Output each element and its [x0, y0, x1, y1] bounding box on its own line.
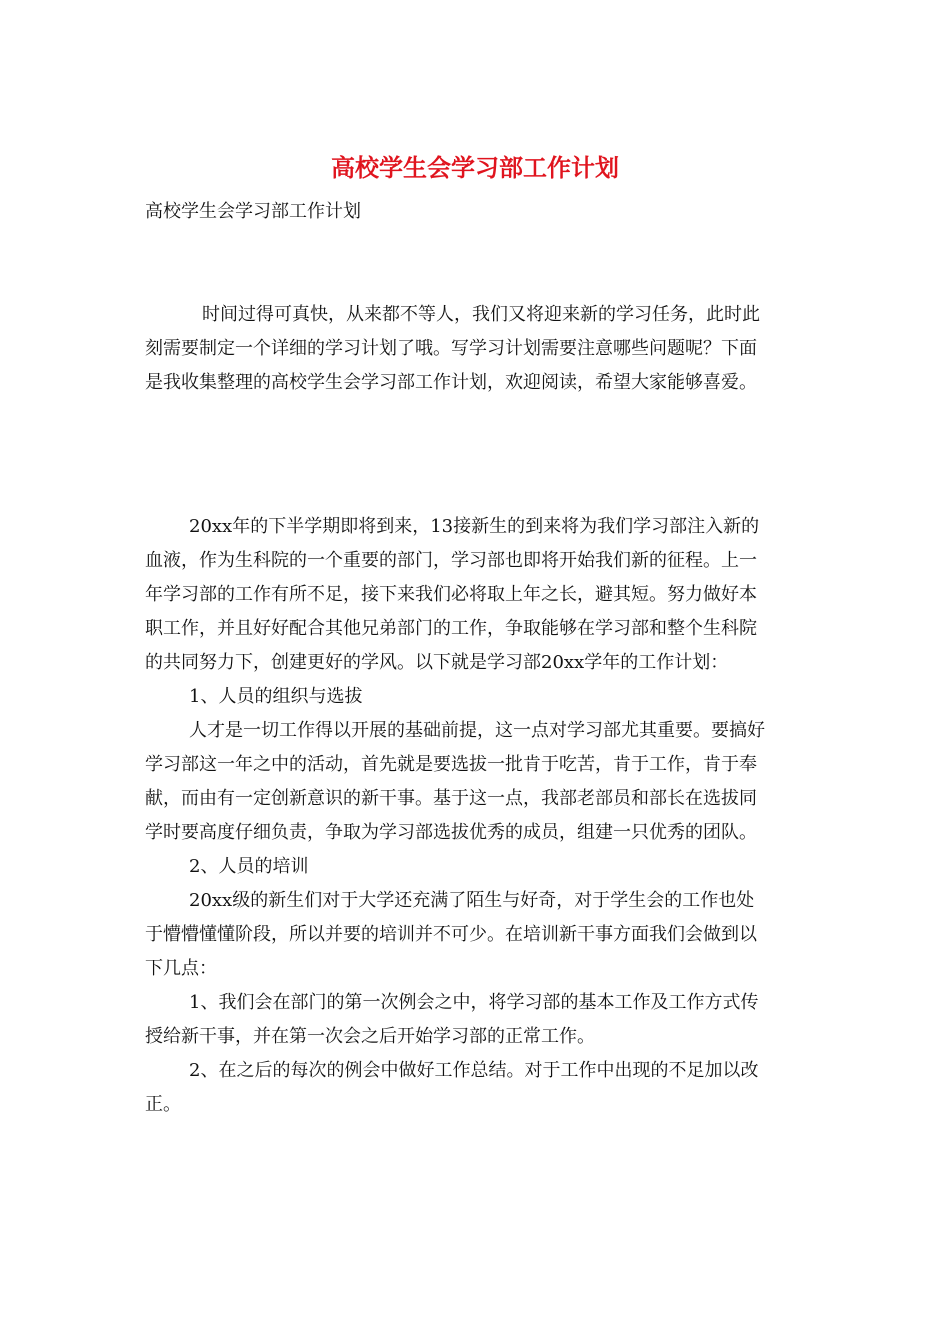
- body-line: 职工作，并且好好配合其他兄弟部门的工作，争取能够在学习部和整个生科院: [145, 618, 757, 639]
- body-line: 下几点：: [145, 958, 217, 979]
- body-line: 血液，作为生科院的一个重要的部门，学习部也即将开始我们新的征程。上一: [145, 550, 757, 571]
- intro-paragraph: [145, 298, 805, 400]
- body-line: 20xx级的新生们对于大学还充满了陌生与好奇，对于学生会的工作也处: [189, 890, 755, 911]
- body-line: 正。: [145, 1094, 181, 1115]
- list-item: 2、在之后的每次的例会中做好工作总结。对于工作中出现的不足加以改: [189, 1060, 759, 1081]
- body-line: 20xx年的下半学期即将到来，13接新生的到来将为我们学习部注入新的: [189, 516, 760, 537]
- intro-line: 刻需要制定一个详细的学习计划了哦。写学习计划需要注意哪些问题呢？下面: [145, 338, 757, 359]
- body-line: 授给新干事，并在第一次会之后开始学习部的正常工作。: [145, 1026, 595, 1047]
- intro-line: 时间过得可真快，从来都不等人，我们又将迎来新的学习任务，此时此: [202, 304, 760, 325]
- body-text: [145, 510, 805, 1122]
- document-subtitle: 高校学生会学习部工作计划: [145, 201, 361, 222]
- body-line: 学时要高度仔细负责，争取为学习部选拔优秀的成员，组建一只优秀的团队。: [145, 822, 757, 843]
- list-item: 1、我们会在部门的第一次例会之中，将学习部的基本工作及工作方式传: [189, 992, 759, 1013]
- body-line: 献，而由有一定创新意识的新干事。基于这一点，我部老部员和部长在选拔同: [145, 788, 757, 809]
- body-line: 于懵懵懂懂阶段，所以并要的培训并不可少。在培训新干事方面我们会做到以: [145, 924, 757, 945]
- section-heading: 1、人员的组织与选拔: [189, 686, 363, 707]
- body-line: 人才是一切工作得以开展的基础前提，这一点对学习部尤其重要。要搞好: [189, 720, 765, 741]
- body-line: 年学习部的工作有所不足，接下来我们必将取上年之长，避其短。努力做好本: [145, 584, 757, 605]
- intro-line: 是我收集整理的高校学生会学习部工作计划，欢迎阅读，希望大家能够喜爱。: [145, 372, 757, 393]
- section-heading: 2、人员的培训: [189, 856, 309, 877]
- body-line: 学习部这一年之中的活动，首先就是要选拔一批肯于吃苦，肯于工作，肯于奉: [145, 754, 757, 775]
- body-line: 的共同努力下，创建更好的学风。以下就是学习部20xx学年的工作计划：: [145, 652, 729, 673]
- document-title: 高校学生会学习部工作计划: [331, 153, 619, 182]
